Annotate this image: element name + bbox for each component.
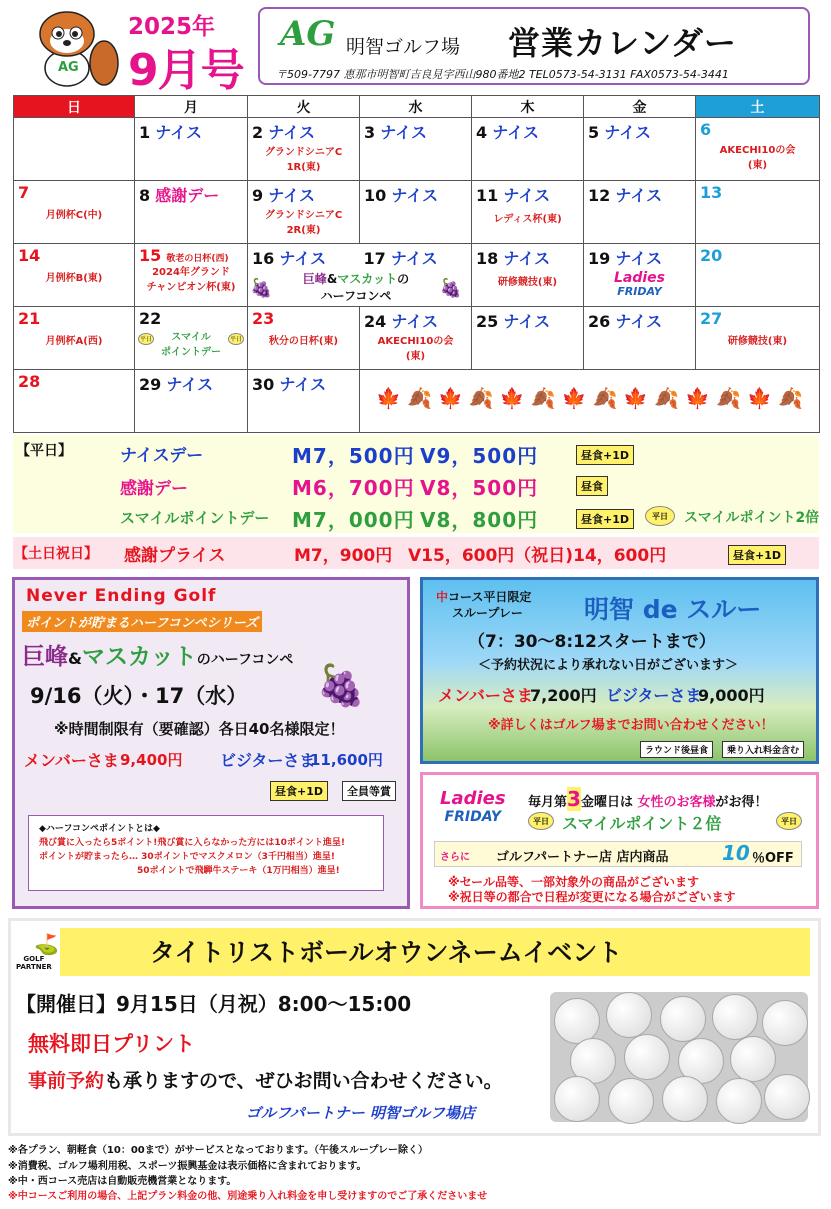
weekday-mon: 月 — [135, 96, 248, 118]
day-number: 6 — [700, 120, 712, 139]
ladies-note: ※セール品等、一部対象外の商品がございます — [448, 875, 699, 889]
day-cell — [135, 370, 248, 433]
calendar-title: 営業カレンダー — [508, 24, 737, 62]
weekday-fri: 金 — [584, 96, 696, 118]
day-cell — [135, 118, 248, 181]
event-reservation — [28, 1066, 503, 1093]
thru-time: （7：30～8:12スタートまで） — [468, 632, 716, 652]
weekday-thu: 木 — [472, 96, 584, 118]
nice-member-price: M7，500円 — [292, 444, 415, 468]
day-cell — [360, 307, 472, 370]
event-text: ポイントデー — [161, 347, 221, 358]
ladies-t5: がお得！ — [715, 795, 768, 810]
nice-day-label: ナイス — [279, 249, 327, 268]
day-number: 13 — [700, 183, 723, 202]
day-cell — [135, 181, 248, 244]
gp-text: PARTNER — [16, 963, 52, 971]
ladies-friday-logo-large — [440, 790, 506, 826]
kansha-day-label: 感謝デー — [155, 186, 220, 205]
thru-course: 中 — [436, 590, 449, 604]
ne-member-price: 9,400円 — [120, 751, 183, 769]
day-number: 9 — [252, 186, 264, 205]
day-number: 28 — [18, 372, 41, 391]
day-cell — [14, 181, 135, 244]
event-text: 研修競技(東) — [497, 277, 558, 288]
autumn-leaf-icon: 🍁 — [623, 386, 649, 410]
smile-member-price: M7，000円 — [292, 508, 415, 532]
event-text: グランドシニアC — [264, 210, 343, 221]
grape-kyoho: 巨峰 — [302, 272, 327, 286]
holiday-member-price: M7，900円 — [294, 546, 393, 566]
autumn-leaf-icon: 🍂 — [468, 386, 494, 410]
day-number: 1 — [139, 123, 151, 142]
weekday-header — [14, 96, 820, 118]
nice-day-label: ナイス — [492, 123, 539, 142]
ne-lunch-tag: 昼食+1D — [270, 781, 328, 801]
kansha-member-price: M6，700円 — [292, 476, 415, 500]
thru-weekday: コース平日限定 — [448, 590, 532, 604]
mascot-label: AG — [58, 60, 79, 75]
autumn-leaf-icon: 🍁 — [499, 386, 525, 410]
day-number: 30 — [252, 375, 275, 394]
event-text: 秋分の日杯(東) — [268, 336, 339, 347]
autumn-leaf-icon: 🍂 — [530, 386, 556, 410]
ne-limit: ※時間制限有（要確認）各日40名様限定！ — [54, 720, 345, 738]
ladies-off: ％OFF — [752, 851, 794, 866]
pt-line: ポイントが貯まったら… 30ポイントでマスクメロン（3千円相当）進呈! — [39, 852, 335, 862]
day-number: 24 — [364, 312, 387, 331]
event-text: チャンピオン杯(東) — [146, 282, 236, 293]
footer-note: ※各プラン、朝軽食（10：00まで）がサービスとなっております。（午後スループレー除く） — [8, 1145, 429, 1156]
day-cell — [584, 307, 696, 370]
grape-half: ハーフコンペ — [320, 289, 392, 303]
day-cell — [248, 181, 360, 244]
smile-visitor-price: V8，800円 — [420, 508, 539, 532]
autumn-leaf-icon: 🍁 — [685, 386, 711, 410]
holiday-lunch-tag: 昼食+1D — [728, 545, 786, 565]
thru-lunch-tag: ラウンド後昼食 — [640, 741, 713, 758]
day-number: 12 — [588, 186, 611, 205]
leaf-decoration-cell — [360, 370, 820, 433]
day-number: 20 — [700, 246, 723, 265]
event-text: 月例杯C(中) — [45, 210, 103, 221]
ladies-t1: 毎月第 — [528, 795, 568, 810]
day-number: 16 — [252, 249, 275, 268]
kansha-visitor-price: V8，500円 — [420, 476, 539, 500]
friday-text: FRIDAY — [444, 809, 502, 825]
pt-line: 飛び賞に入ったら5ポイント!飛び賞に入らなかった方には10ポイント進呈! — [39, 838, 345, 848]
friday-text: FRIDAY — [617, 285, 662, 298]
nice-day-label: ナイス — [166, 375, 214, 394]
event-text: 月例杯B(東) — [45, 273, 103, 284]
day-cell — [14, 244, 135, 307]
day-cell — [14, 370, 135, 433]
nice-day-label: ナイス — [268, 123, 315, 142]
raccoon-mascot — [32, 8, 122, 88]
holiday-event: 敬老の日杯(西) — [166, 254, 229, 264]
pt-line: 50ポイントで飛騨牛ステーキ（1万円相当）進呈! — [137, 866, 340, 876]
calendar-table — [13, 95, 820, 433]
event-text: レディス杯(東) — [493, 214, 562, 225]
day-number: 19 — [588, 249, 611, 268]
event-shop: ゴルフパートナー 明智ゴルフ場店 — [246, 1104, 476, 1122]
holiday-label: 【土日祝日】 — [14, 546, 98, 562]
day-cell — [360, 118, 472, 181]
ladies-text: Ladies — [613, 270, 666, 286]
ladies-shop: ゴルフパートナー店 店内商品 — [496, 850, 669, 865]
ladies-t3: 金曜日は — [580, 795, 633, 810]
ne-subtitle: ポイントが貯まるハーフコンペシリーズ — [22, 611, 262, 632]
day-number: 8 — [139, 186, 151, 205]
day-cell-empty — [14, 118, 135, 181]
holiday-visitor-price: V15，600円（祝日)14，600円 — [408, 546, 667, 566]
day-number: 23 — [252, 309, 275, 328]
grape-amp: & — [326, 272, 338, 286]
weekday-wed: 水 — [360, 96, 472, 118]
ladies-percent: 10 — [722, 841, 750, 865]
day-cell — [696, 181, 820, 244]
event-reserve-rest: も承りますので、ぜひお問い合わせください。 — [104, 1070, 503, 1092]
grape-icon: 🍇 — [250, 278, 273, 299]
ladies-female: 女性のお客様 — [637, 795, 716, 810]
day-cell — [584, 181, 696, 244]
ne-muscat: マスカット — [81, 644, 197, 670]
day-number: 17 — [363, 249, 386, 268]
day-number: 18 — [476, 249, 499, 268]
weekday-badge: 平日 — [228, 333, 244, 345]
smile-day-name: スマイルポイントデー — [120, 509, 270, 527]
weekday-tue: 火 — [248, 96, 360, 118]
day-cell — [696, 244, 820, 307]
ladies-week: 3 — [567, 787, 581, 811]
club-logo: AG — [280, 14, 336, 54]
event-text: 研修競技(東) — [727, 336, 788, 347]
day-cell — [696, 307, 820, 370]
pt-heading: ◆ハーフコンペポイントとは◆ — [39, 824, 160, 834]
nice-day-label: ナイス — [155, 123, 202, 142]
grape-no: の — [397, 272, 410, 286]
issue-month: 9月号 — [128, 45, 244, 96]
weekday-sat: 土 — [696, 96, 820, 118]
event-free-print: 無料即日プリント — [28, 1032, 196, 1056]
nice-day-label: ナイス — [390, 249, 438, 268]
weekday-label: 【平日】 — [16, 443, 72, 459]
day-cell — [472, 118, 584, 181]
nice-lunch-tag: 昼食+1D — [576, 445, 634, 465]
grape-bunch-icon: 🍇 — [316, 663, 366, 709]
event-text: 2024年グランド — [152, 267, 230, 278]
thru-member-price: 7,200円 — [530, 686, 597, 705]
day-cell — [696, 118, 820, 181]
nice-day-label: ナイス — [279, 375, 327, 394]
nice-day-label: ナイス — [615, 312, 663, 331]
ne-date: 9/16（火）・17（水） — [30, 684, 248, 708]
event-text: 1R(東) — [286, 162, 321, 173]
weekday-badge: 平日 — [138, 333, 154, 345]
day-cell — [472, 181, 584, 244]
golf-partner-logo — [16, 955, 52, 971]
leaf-row — [364, 372, 815, 410]
day-number: 14 — [18, 246, 41, 265]
thru-label: スループレー — [452, 606, 523, 620]
thru-member-label: メンバーさま — [438, 686, 533, 705]
day-cell — [248, 307, 360, 370]
thru-visitor-price: 9,000円 — [698, 686, 765, 705]
autumn-leaf-icon: 🍂 — [716, 386, 742, 410]
thru-cart-tag: 乗り入れ料金含む — [722, 741, 804, 758]
event-text: AKECHI10の会 — [377, 336, 454, 347]
day-number: 15 — [139, 246, 162, 265]
thru-title: 明智 de スルー — [584, 595, 762, 624]
calendar-week — [14, 307, 820, 370]
event-text: 2R(東) — [286, 225, 321, 236]
thru-visitor-label: ビジターさま — [606, 686, 702, 705]
ladies-note: ※祝日等の都合で日程が変更になる場合がございます — [448, 890, 736, 904]
event-reserve-label: 事前予約 — [28, 1070, 105, 1092]
nice-day-label: ナイス — [503, 249, 551, 268]
nice-day-label: ナイス — [380, 123, 427, 142]
ne-half: のハーフコンペ — [196, 652, 294, 668]
ladies-smile: スマイルポイント２倍 — [562, 814, 722, 833]
autumn-leaf-icon: 🍁 — [376, 386, 402, 410]
day-cell — [584, 244, 696, 307]
day-number: 27 — [700, 309, 723, 328]
day-number: 29 — [139, 375, 162, 394]
ne-prize-tag: 全員等賞 — [342, 781, 396, 801]
grape-muscat: マスカット — [337, 272, 398, 286]
club-name: 明智ゴルフ場 — [346, 36, 461, 58]
autumn-leaf-icon: 🍂 — [777, 386, 803, 410]
kansha-day-name: 感謝デー — [120, 479, 188, 499]
thru-info: ※詳しくはゴルフ場までお問い合わせください！ — [488, 718, 774, 733]
calendar-week — [14, 181, 820, 244]
autumn-leaf-icon: 🍁 — [747, 386, 772, 410]
ladies-headline — [528, 787, 768, 811]
calendar-week — [14, 118, 820, 181]
ne-member-label: メンバーさま — [24, 751, 119, 770]
day-number: 25 — [476, 312, 499, 331]
ladies-friday-logo — [588, 271, 691, 299]
day-number: 7 — [18, 183, 30, 202]
day-cell — [14, 307, 135, 370]
nice-day-label: ナイス — [268, 186, 315, 205]
day-number: 26 — [588, 312, 611, 331]
kansha-lunch-tag: 昼食 — [576, 476, 608, 496]
ne-grape-title — [22, 638, 293, 671]
nice-day-label: ナイス — [391, 186, 439, 205]
nice-day-name: ナイスデー — [120, 446, 204, 466]
smile-lunch-tag: 昼食+1D — [576, 509, 634, 529]
ne-visitor-price: 11,600円 — [310, 751, 383, 769]
footer-note: ※消費税、ゴルフ場利用税、スポーツ振興基金は表示価格に含まれております。 — [8, 1161, 367, 1172]
day-number: 3 — [364, 123, 376, 142]
nice-day-label: ナイス — [604, 123, 651, 142]
autumn-leaf-icon: 🍂 — [592, 386, 618, 410]
footer-note: ※中・西コース売店は自動販売機営業となります。 — [8, 1176, 237, 1187]
event-text: AKECHI10の会 — [719, 145, 796, 156]
day-number: 2 — [252, 123, 264, 142]
autumn-leaf-icon: 🍁 — [437, 386, 463, 410]
event-text: グランドシニアC — [264, 147, 343, 158]
smile-face-icon: 平日 — [776, 812, 802, 830]
day-number: 10 — [364, 186, 387, 205]
event-text: スマイル — [171, 332, 211, 343]
issue-year: 2025年 — [128, 14, 216, 40]
nice-day-label: ナイス — [615, 249, 663, 268]
day-cell — [360, 181, 472, 244]
day-number: 4 — [476, 123, 488, 142]
golf-partner-icon: ⛳ — [34, 932, 59, 956]
day-cell — [472, 307, 584, 370]
day-number: 11 — [476, 186, 499, 205]
event-title: タイトリストボールオウンネームイベント — [150, 938, 623, 967]
ladies-text: Ladies — [440, 788, 506, 809]
nice-day-label: ナイス — [391, 312, 439, 331]
grape-icon: 🍇 — [439, 278, 462, 299]
event-text: (東) — [405, 351, 426, 362]
smile-double-note: スマイルポイント2倍 — [684, 510, 820, 526]
grape-compe-note — [250, 270, 462, 306]
day-number: 5 — [588, 123, 600, 142]
ne-visitor-label: ビジターさま — [220, 751, 316, 770]
day-number: 21 — [18, 309, 41, 328]
event-text: (東) — [747, 160, 768, 171]
thru-note: ＜予約状況により承れない日がございます＞ — [478, 658, 739, 673]
smile-face-icon: 平日 — [645, 506, 675, 526]
day-number: 22 — [139, 309, 162, 328]
club-address: 〒509-7797 恵那市明智町吉良見字西山980番地2 TEL0573-54-3131 FAX0573-54-3441 — [276, 68, 729, 81]
gp-text: GOLF — [23, 955, 45, 963]
ne-title: Never Ending Golf — [26, 586, 217, 606]
thru-limit — [436, 588, 531, 605]
holiday-name: 感謝プライス — [124, 546, 226, 566]
nice-visitor-price: V9，500円 — [420, 444, 539, 468]
smile-face-icon: 平日 — [528, 812, 554, 830]
weekday-sun: 日 — [14, 96, 135, 118]
footer-note: ※中コースご利用の場合、上記プラン料金の他、別途乗り入れ料金を申し受けますのでご了承くださいませ — [8, 1191, 488, 1202]
nice-day-label: ナイス — [503, 312, 551, 331]
golf-balls-image — [550, 992, 808, 1122]
calendar-week — [14, 370, 820, 433]
autumn-leaf-icon: 🍁 — [561, 386, 587, 410]
autumn-leaf-icon: 🍂 — [407, 386, 432, 410]
ladies-sara: さらに — [440, 852, 470, 863]
ne-kyoho: 巨峰 — [22, 644, 68, 670]
day-cell — [248, 370, 360, 433]
nice-day-label: ナイス — [503, 186, 551, 205]
day-cell — [248, 118, 360, 181]
ne-amp: & — [68, 649, 82, 668]
day-cell — [135, 244, 248, 307]
day-cell — [135, 307, 248, 370]
day-cell — [584, 118, 696, 181]
event-date: 【開催日】9月15日（月祝）8:00～15:00 — [16, 992, 412, 1016]
event-text: 月例杯A(西) — [45, 336, 103, 347]
ne-points-box — [28, 815, 384, 891]
nice-day-label: ナイス — [615, 186, 663, 205]
autumn-leaf-icon: 🍂 — [654, 386, 680, 410]
day-cell — [472, 244, 584, 307]
